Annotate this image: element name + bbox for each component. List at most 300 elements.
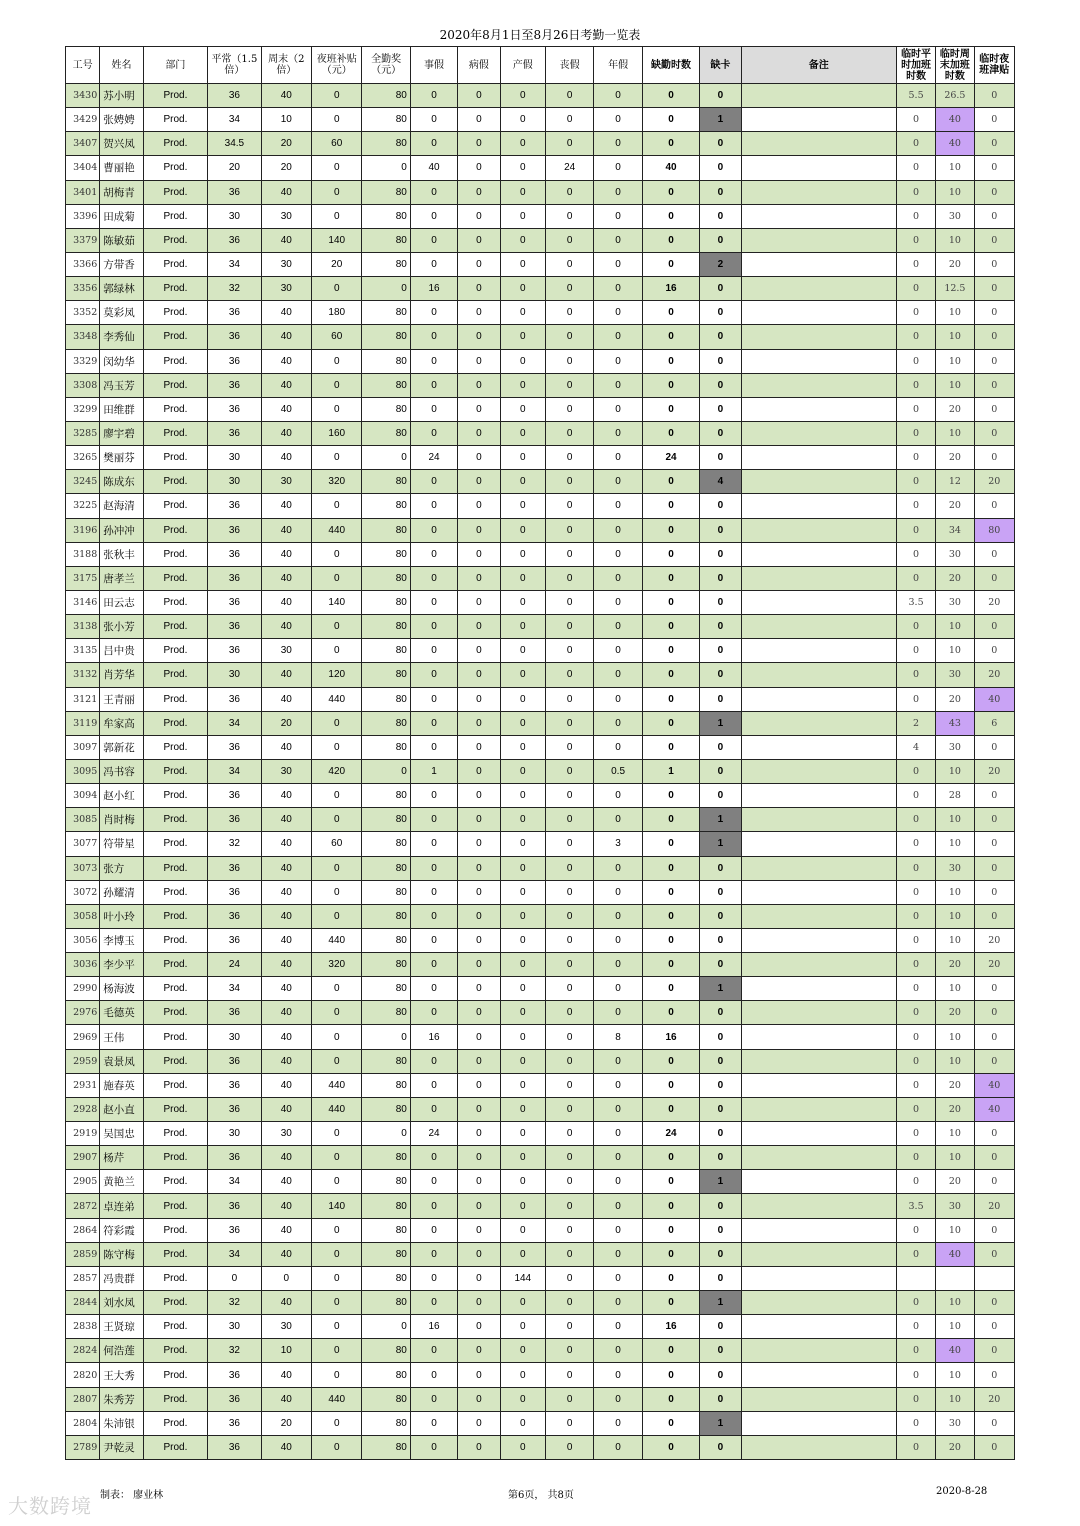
table-cell: 10 [936, 759, 974, 783]
table-cell: 40 [261, 542, 311, 566]
table-cell: 0 [458, 397, 500, 421]
table-cell: 0 [410, 228, 457, 252]
table-cell: Prod. [143, 108, 208, 132]
table-cell: 0 [545, 204, 593, 228]
table-cell: Prod. [143, 928, 208, 952]
table-cell: 20 [936, 1073, 974, 1097]
table-cell: 0 [458, 1411, 500, 1435]
table-cell: 0 [458, 639, 500, 663]
table-cell: 80 [362, 687, 410, 711]
col-header: 事假 [410, 47, 457, 84]
table-cell: 0 [312, 397, 362, 421]
table-cell: 3429 [66, 108, 100, 132]
table-cell: 0 [700, 953, 741, 977]
table-cell: 0 [700, 1122, 741, 1146]
table-cell: 0 [500, 1218, 545, 1242]
table-cell: 40 [261, 856, 311, 880]
table-cell: 方带香 [100, 252, 143, 276]
table-cell: 0 [700, 735, 741, 759]
table-cell: 0 [410, 1170, 457, 1194]
table-cell [741, 132, 896, 156]
table-cell: 0 [312, 1170, 362, 1194]
table-row [66, 1339, 1015, 1363]
table-cell: 0 [896, 1291, 935, 1315]
table-cell: 0 [312, 615, 362, 639]
table-cell: 24 [642, 1122, 699, 1146]
table-cell: 80 [362, 470, 410, 494]
table-cell: 80 [362, 1097, 410, 1121]
table-cell: 2 [896, 711, 935, 735]
table-cell: 0 [410, 1435, 457, 1459]
table-cell [741, 687, 896, 711]
table-cell [741, 1339, 896, 1363]
table-cell: 0 [700, 759, 741, 783]
table-row [66, 1435, 1015, 1459]
table-cell: 36 [208, 904, 261, 928]
table-row [66, 1266, 1015, 1290]
table-cell: 0 [545, 1291, 593, 1315]
table-cell: 0 [594, 904, 642, 928]
table-cell: 0 [458, 663, 500, 687]
table-cell: 张秋丰 [100, 542, 143, 566]
table-cell: 20 [208, 156, 261, 180]
table-cell: 60 [312, 325, 362, 349]
table-cell: 0 [974, 566, 1014, 590]
table-cell: 0 [594, 494, 642, 518]
table-cell: 0 [642, 880, 699, 904]
table-cell: 0 [312, 542, 362, 566]
table-cell: 0 [500, 880, 545, 904]
table-cell: Prod. [143, 277, 208, 301]
table-cell: 0 [312, 156, 362, 180]
table-cell: 0 [594, 204, 642, 228]
table-cell: 0 [410, 566, 457, 590]
table-cell: 张小芳 [100, 615, 143, 639]
table-row [66, 759, 1015, 783]
table-cell: 80 [362, 615, 410, 639]
table-cell: 0 [974, 639, 1014, 663]
table-row [66, 880, 1015, 904]
table-cell: 0 [896, 1363, 935, 1387]
table-cell: 80 [362, 784, 410, 808]
table-cell: 0 [545, 1025, 593, 1049]
table-cell: 40 [261, 1435, 311, 1459]
table-cell: 0 [700, 590, 741, 614]
table-cell: 王贤琼 [100, 1315, 143, 1339]
table-cell: 24 [208, 953, 261, 977]
table-row [66, 1242, 1015, 1266]
table-cell: 2789 [66, 1435, 100, 1459]
table-cell: 0 [458, 1387, 500, 1411]
table-cell: 0 [545, 808, 593, 832]
table-cell: 0 [642, 1242, 699, 1266]
table-row [66, 953, 1015, 977]
table-cell: 樊丽芬 [100, 446, 143, 470]
table-cell: 0 [700, 1266, 741, 1290]
table-cell [741, 1194, 896, 1218]
table-cell: 0 [410, 518, 457, 542]
table-cell: 0 [974, 880, 1014, 904]
table-cell: 0 [458, 108, 500, 132]
table-cell: 34 [936, 518, 974, 542]
table-cell: 0 [594, 1170, 642, 1194]
table-cell: 30 [208, 470, 261, 494]
table-cell: 320 [312, 953, 362, 977]
table-cell: 0 [896, 904, 935, 928]
table-row [66, 808, 1015, 832]
table-cell: 0 [896, 1387, 935, 1411]
table-cell: 0 [974, 421, 1014, 445]
table-cell: 0 [410, 494, 457, 518]
table-cell: 60 [312, 832, 362, 856]
table-cell: 10 [936, 832, 974, 856]
table-cell: 0 [312, 1435, 362, 1459]
table-cell: 80 [362, 832, 410, 856]
table-cell: 34 [208, 759, 261, 783]
table-cell: 田云志 [100, 590, 143, 614]
table-cell: 2804 [66, 1411, 100, 1435]
table-cell: Prod. [143, 784, 208, 808]
table-cell [741, 977, 896, 1001]
table-cell: 1 [410, 759, 457, 783]
table-row [66, 1073, 1015, 1097]
table-cell: Prod. [143, 397, 208, 421]
table-cell: 0 [458, 252, 500, 276]
table-cell: Prod. [143, 904, 208, 928]
table-cell: 0 [642, 928, 699, 952]
table-cell: 0 [500, 1363, 545, 1387]
table-row [66, 397, 1015, 421]
table-cell: 140 [312, 228, 362, 252]
table-cell: 0 [642, 953, 699, 977]
table-cell: 10 [936, 1363, 974, 1387]
table-cell: 0 [500, 542, 545, 566]
table-cell: 32 [208, 832, 261, 856]
table-cell: 3085 [66, 808, 100, 832]
table-cell [741, 1387, 896, 1411]
table-cell: 3097 [66, 735, 100, 759]
table-cell: 0 [642, 349, 699, 373]
table-cell: Prod. [143, 711, 208, 735]
table-row [66, 446, 1015, 470]
table-cell: Prod. [143, 1387, 208, 1411]
table-cell: Prod. [143, 542, 208, 566]
table-cell: 10 [936, 421, 974, 445]
table-cell: 0 [700, 518, 741, 542]
table-cell: 0 [545, 590, 593, 614]
table-cell: 0 [700, 1339, 741, 1363]
table-cell: 0 [594, 880, 642, 904]
table-cell: 0 [974, 180, 1014, 204]
table-cell: Prod. [143, 1001, 208, 1025]
table-cell: 3366 [66, 252, 100, 276]
table-row [66, 301, 1015, 325]
table-cell: 0 [500, 132, 545, 156]
table-cell: 80 [362, 1218, 410, 1242]
table-cell: 0 [312, 108, 362, 132]
table-cell: 0 [458, 156, 500, 180]
table-cell: 3348 [66, 325, 100, 349]
table-cell: 0 [974, 832, 1014, 856]
col-header: 产假 [500, 47, 545, 84]
table-cell: 140 [312, 590, 362, 614]
table-cell: 30 [936, 1411, 974, 1435]
table-cell: 0 [896, 373, 935, 397]
table-cell: Prod. [143, 325, 208, 349]
table-cell [896, 1266, 935, 1290]
table-row [66, 1049, 1015, 1073]
table-cell: 陈成东 [100, 470, 143, 494]
table-cell: 0 [362, 1315, 410, 1339]
table-cell [974, 1266, 1014, 1290]
table-cell: 10 [936, 1291, 974, 1315]
table-cell: 0 [500, 421, 545, 445]
table-cell: 80 [362, 349, 410, 373]
table-cell: 0 [312, 735, 362, 759]
table-cell: 0 [974, 856, 1014, 880]
table-cell: 0 [642, 180, 699, 204]
table-cell: 16 [642, 1315, 699, 1339]
table-cell [741, 108, 896, 132]
table-cell: 0 [896, 615, 935, 639]
table-cell [741, 1291, 896, 1315]
table-cell: 0 [974, 977, 1014, 1001]
table-cell: 0 [500, 1291, 545, 1315]
table-row [66, 856, 1015, 880]
table-body [66, 84, 1015, 1460]
table-row [66, 180, 1015, 204]
table-cell: 0 [642, 1291, 699, 1315]
table-cell: 0 [545, 84, 593, 108]
table-cell: 3132 [66, 663, 100, 687]
table-cell: 0 [642, 808, 699, 832]
table-cell: 0 [500, 590, 545, 614]
table-cell: 0 [642, 518, 699, 542]
table-cell: 80 [362, 325, 410, 349]
table-cell: 30 [261, 470, 311, 494]
table-cell: 杨芹 [100, 1146, 143, 1170]
table-row [66, 735, 1015, 759]
table-cell: 36 [208, 687, 261, 711]
table-cell: 80 [362, 132, 410, 156]
table-cell: 0 [362, 759, 410, 783]
table-cell: 0 [594, 1242, 642, 1266]
table-cell: 2905 [66, 1170, 100, 1194]
table-cell: 0 [594, 1097, 642, 1121]
table-cell [741, 204, 896, 228]
table-cell: 2919 [66, 1122, 100, 1146]
table-cell: 1 [642, 759, 699, 783]
table-cell: 毛德英 [100, 1001, 143, 1025]
table-row [66, 1001, 1015, 1025]
table-cell: 30 [208, 663, 261, 687]
table-cell: 曹丽艳 [100, 156, 143, 180]
table-cell [741, 856, 896, 880]
table-row [66, 1315, 1015, 1339]
table-cell: 李少平 [100, 953, 143, 977]
table-cell: 3146 [66, 590, 100, 614]
table-cell: 3058 [66, 904, 100, 928]
table-cell: 40 [261, 1001, 311, 1025]
table-cell: 0 [362, 1122, 410, 1146]
table-cell: 36 [208, 1049, 261, 1073]
table-cell: 3188 [66, 542, 100, 566]
table-cell: 320 [312, 470, 362, 494]
table-cell: 0 [642, 132, 699, 156]
table-cell: 0 [974, 1170, 1014, 1194]
table-cell: 24 [642, 446, 699, 470]
table-cell: 2838 [66, 1315, 100, 1339]
table-cell: 440 [312, 1097, 362, 1121]
table-cell: 80 [362, 1387, 410, 1411]
table-cell: 40 [261, 1218, 311, 1242]
table-cell: 0 [458, 1291, 500, 1315]
table-cell: 20 [936, 494, 974, 518]
table-cell: 3352 [66, 301, 100, 325]
col-header: 姓名 [100, 47, 143, 84]
table-cell [936, 1266, 974, 1290]
table-cell: 0 [500, 566, 545, 590]
table-cell: 0 [458, 808, 500, 832]
table-cell [741, 1122, 896, 1146]
table-cell: 0 [700, 1218, 741, 1242]
table-cell: Prod. [143, 953, 208, 977]
table-cell: 0 [896, 1242, 935, 1266]
table-cell: 0 [312, 711, 362, 735]
table-cell: 0 [700, 856, 741, 880]
table-cell: 40 [261, 1025, 311, 1049]
table-cell: 0 [974, 1363, 1014, 1387]
table-cell: 0 [500, 663, 545, 687]
table-cell: 0 [410, 373, 457, 397]
table-cell: 0 [458, 615, 500, 639]
table-cell [741, 928, 896, 952]
table-cell: 0 [896, 446, 935, 470]
table-cell: 0 [458, 880, 500, 904]
table-cell: 0 [594, 1073, 642, 1097]
table-cell: 10 [936, 349, 974, 373]
table-cell: 廖宇碧 [100, 421, 143, 445]
table-cell: 0 [500, 1194, 545, 1218]
table-cell: 0 [545, 928, 593, 952]
table-cell: 80 [362, 1242, 410, 1266]
table-cell: 80 [362, 518, 410, 542]
table-cell: 20 [936, 687, 974, 711]
table-cell: 36 [208, 590, 261, 614]
table-cell: Prod. [143, 132, 208, 156]
table-cell: 0 [545, 325, 593, 349]
table-cell: 34 [208, 252, 261, 276]
table-cell: 10 [936, 615, 974, 639]
table-cell: 20 [936, 1001, 974, 1025]
table-cell: 0 [700, 397, 741, 421]
table-cell: 30 [261, 1122, 311, 1146]
table-cell: 0 [594, 784, 642, 808]
table-cell: 20 [261, 711, 311, 735]
table-row [66, 1097, 1015, 1121]
col-header: 病假 [458, 47, 500, 84]
table-cell: 2857 [66, 1266, 100, 1290]
table-cell: 0 [312, 1411, 362, 1435]
table-cell: 0 [700, 904, 741, 928]
table-row [66, 928, 1015, 952]
table-cell: 80 [362, 180, 410, 204]
table-cell: 0 [974, 1146, 1014, 1170]
table-cell: 赵小直 [100, 1097, 143, 1121]
table-cell [741, 1363, 896, 1387]
table-cell: Prod. [143, 301, 208, 325]
table-cell: 0 [545, 832, 593, 856]
table-row [66, 421, 1015, 445]
table-cell [741, 228, 896, 252]
table-cell: 3175 [66, 566, 100, 590]
table-cell: 0 [458, 687, 500, 711]
table-cell: 0 [410, 1218, 457, 1242]
table-cell: 3329 [66, 349, 100, 373]
table-cell: 0 [545, 349, 593, 373]
col-header: 平常（1.5倍） [208, 47, 261, 84]
table-cell: 0 [500, 784, 545, 808]
table-row [66, 325, 1015, 349]
table-cell: 40 [261, 1242, 311, 1266]
table-cell: 80 [362, 639, 410, 663]
table-cell: 0 [896, 1170, 935, 1194]
table-cell: Prod. [143, 1170, 208, 1194]
table-cell: 3.5 [896, 590, 935, 614]
table-cell: 0 [700, 228, 741, 252]
table-cell: 3 [594, 832, 642, 856]
table-cell: 0 [642, 252, 699, 276]
table-cell: 0 [545, 1266, 593, 1290]
table-cell: 0 [642, 639, 699, 663]
table-cell: 0 [545, 1122, 593, 1146]
table-cell: 0 [896, 252, 935, 276]
table-cell: Prod. [143, 735, 208, 759]
table-cell: 12.5 [936, 277, 974, 301]
table-cell: 40 [261, 228, 311, 252]
table-cell: 陈守梅 [100, 1242, 143, 1266]
table-cell: 0 [974, 1411, 1014, 1435]
table-cell: 440 [312, 1387, 362, 1411]
table-cell: 80 [362, 1291, 410, 1315]
table-cell: 0 [896, 518, 935, 542]
table-cell: 40 [974, 1097, 1014, 1121]
table-cell: 0 [896, 228, 935, 252]
table-cell: 0 [458, 832, 500, 856]
table-cell: 0 [700, 1315, 741, 1339]
table-cell: 80 [362, 1411, 410, 1435]
table-cell: 0 [500, 204, 545, 228]
table-cell: 1 [700, 1291, 741, 1315]
table-cell: 0 [594, 687, 642, 711]
table-cell: 40 [261, 590, 311, 614]
table-cell: 40 [261, 180, 311, 204]
table-cell: 16 [642, 1025, 699, 1049]
table-row [66, 832, 1015, 856]
table-cell: 80 [362, 953, 410, 977]
table-cell: 0 [458, 446, 500, 470]
table-cell: 0 [594, 325, 642, 349]
table-cell: 20 [974, 953, 1014, 977]
table-cell: 0 [700, 301, 741, 325]
table-cell [741, 373, 896, 397]
table-cell: 0 [545, 301, 593, 325]
table-cell: 0 [458, 228, 500, 252]
table-cell: 0 [974, 325, 1014, 349]
table-cell: 0 [594, 373, 642, 397]
table-cell: 0 [642, 590, 699, 614]
table-cell: 10 [936, 1387, 974, 1411]
